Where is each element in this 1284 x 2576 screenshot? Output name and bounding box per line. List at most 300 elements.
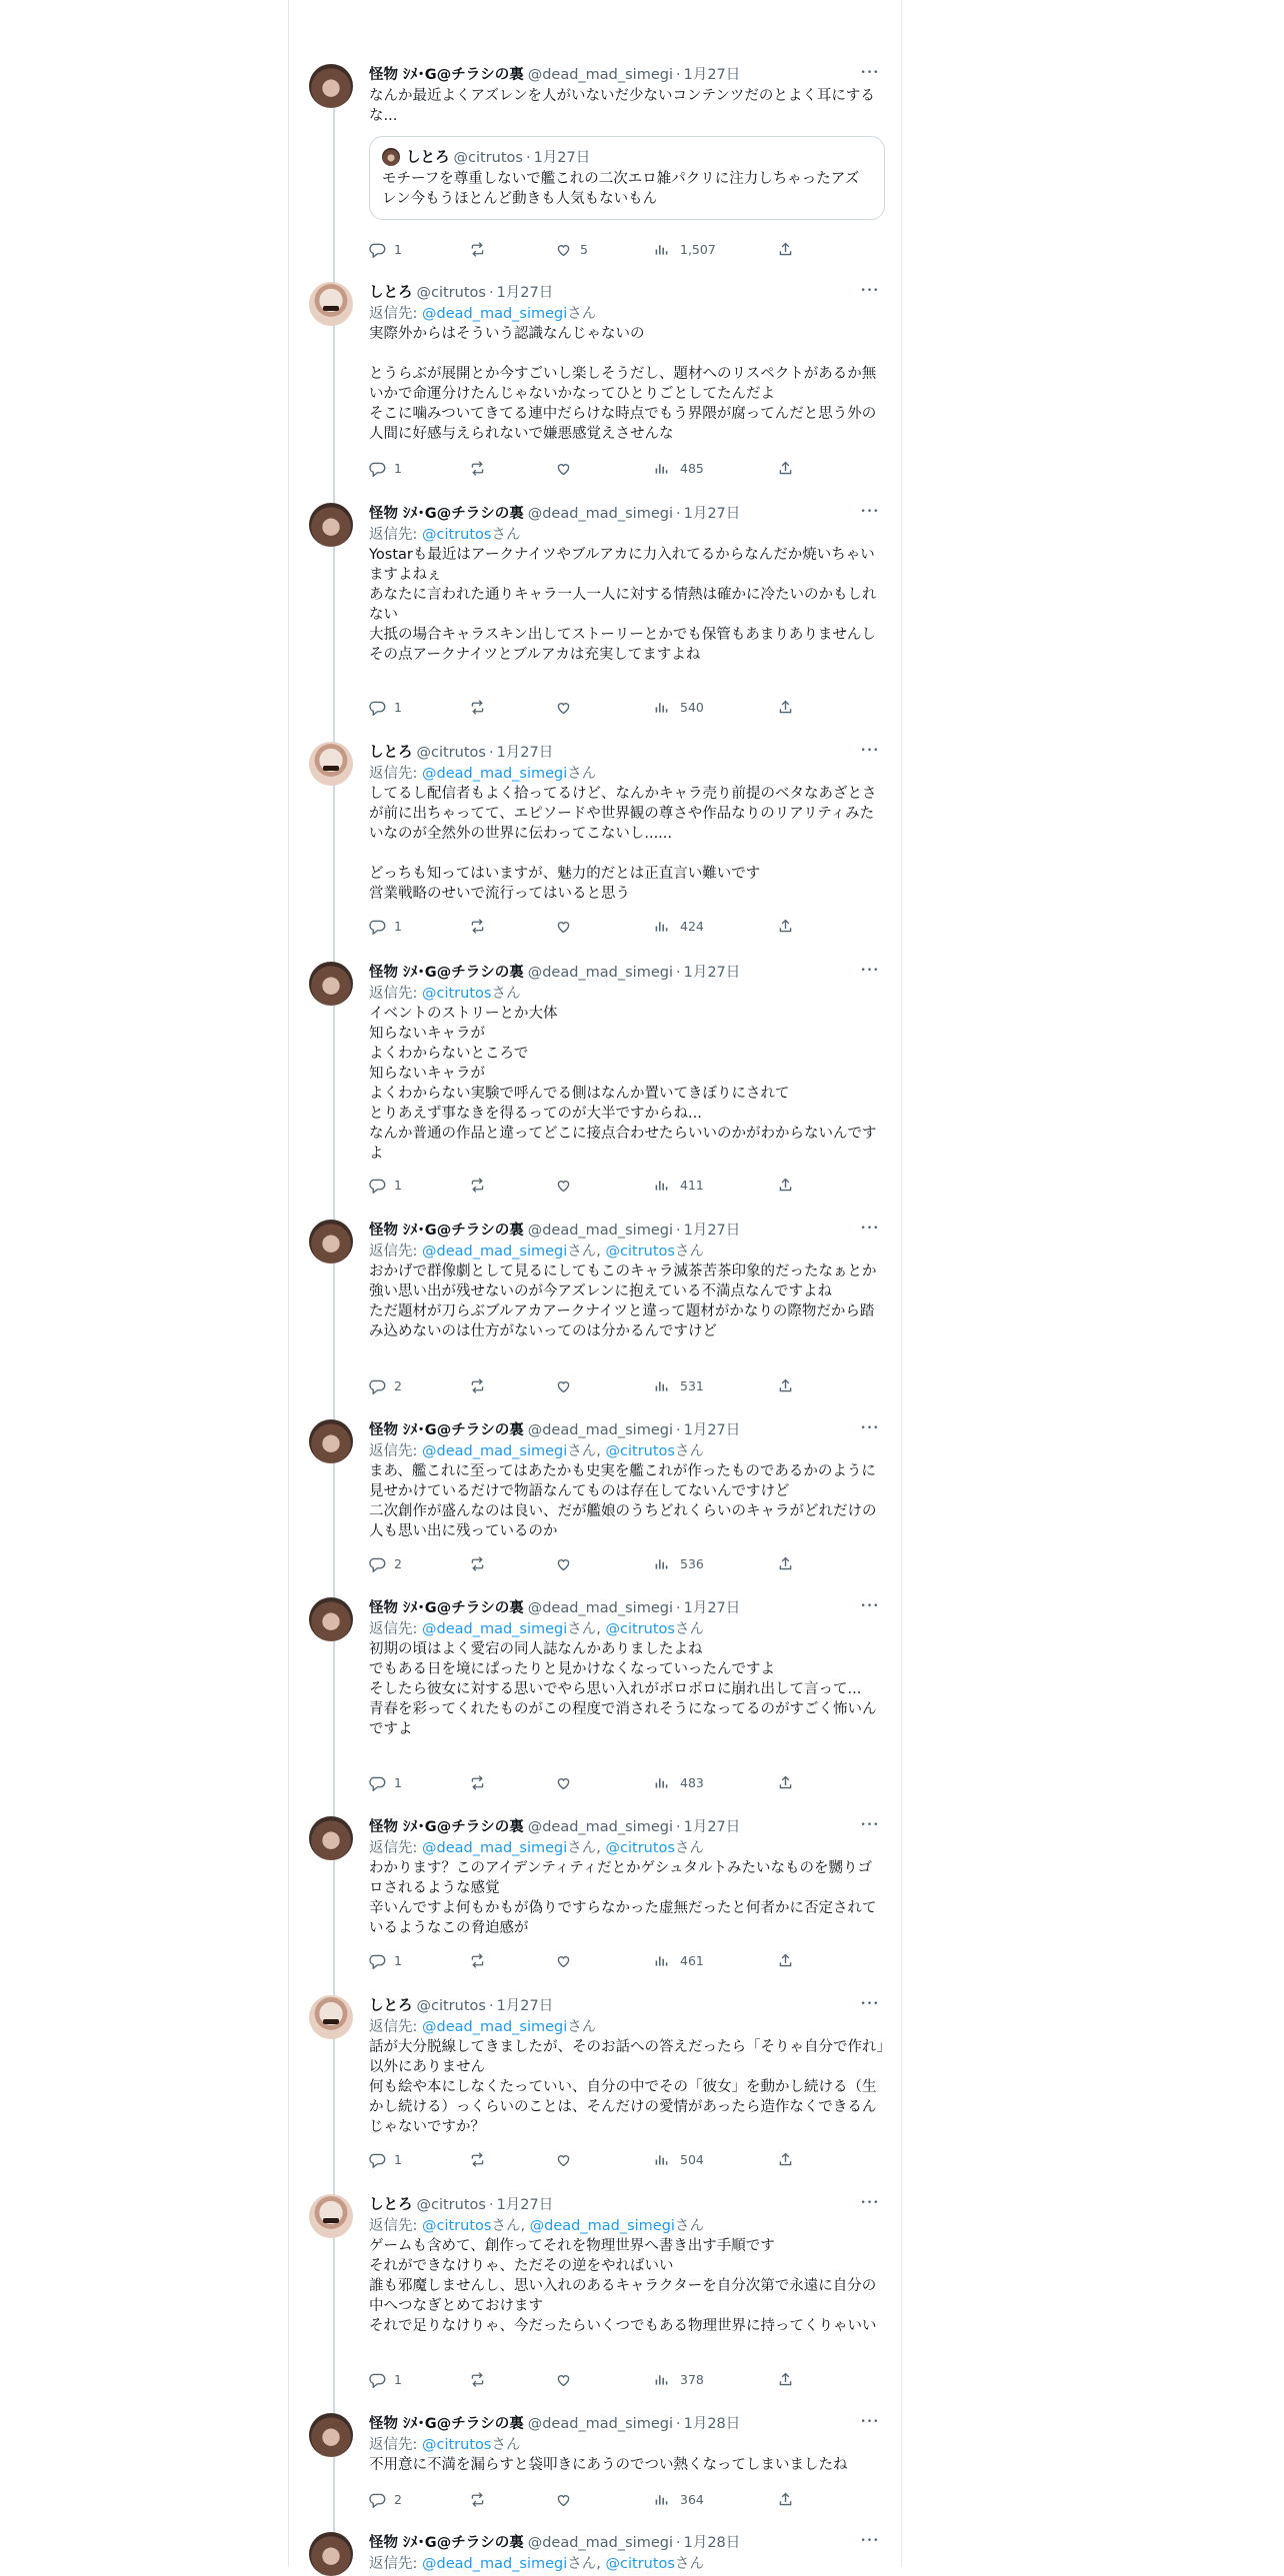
reply-count: 2 xyxy=(394,2492,402,2507)
reply-icon xyxy=(369,1556,394,1571)
like-button[interactable] xyxy=(555,698,580,718)
views-button[interactable] xyxy=(653,1773,704,1793)
tweet-actions xyxy=(369,459,809,479)
like-icon xyxy=(555,1775,580,1790)
mention-link[interactable]: @dead_mad_simegi xyxy=(422,2019,568,2035)
avatar[interactable] xyxy=(309,962,353,1006)
honorific: さん xyxy=(674,1621,704,1637)
replying-label: 返信先: xyxy=(369,766,418,782)
honorific: さん xyxy=(674,1244,704,1260)
like-icon xyxy=(555,1178,580,1193)
like-icon xyxy=(555,242,580,257)
tweet-body xyxy=(369,503,885,665)
tweet-header xyxy=(369,1597,885,1619)
share-icon xyxy=(777,2372,802,2387)
mention-link[interactable]: @dead_mad_simegi xyxy=(422,1244,568,1260)
retweet-button[interactable] xyxy=(469,2490,494,2510)
more-options-icon[interactable]: ••• xyxy=(860,286,880,296)
reply-icon xyxy=(369,700,394,715)
mention-link[interactable]: @dead_mad_simegi xyxy=(529,2218,675,2234)
views-button[interactable] xyxy=(653,1951,704,1971)
retweet-icon xyxy=(469,1775,494,1790)
honorific: さん xyxy=(674,2218,704,2234)
display-name[interactable]: 怪物 ｼﾒ･G@チラシの裏 xyxy=(369,67,524,83)
honorific: さん xyxy=(491,2437,521,2453)
tweet-header xyxy=(369,503,885,525)
avatar[interactable] xyxy=(309,1220,353,1264)
share-icon xyxy=(777,242,802,257)
views-count: 461 xyxy=(680,1953,704,1968)
avatar[interactable] xyxy=(309,1995,353,2039)
share-icon xyxy=(777,919,802,934)
replying-to xyxy=(369,984,885,1004)
user-handle[interactable]: @dead_mad_simegi xyxy=(527,506,673,522)
quoted-text: モチーフを尊重しないで艦これの二次エロ雑パクリに注力しちゃったアズレン今もうほとんど動きも人気もないもん xyxy=(382,171,860,207)
retweet-button[interactable] xyxy=(469,1951,494,1971)
display-name[interactable]: 怪物 ｼﾒ･G@チラシの裏 xyxy=(369,1422,524,1438)
views-count: 1,507 xyxy=(680,242,716,257)
reply-icon xyxy=(369,2492,394,2507)
retweet-button[interactable] xyxy=(469,240,494,260)
mention-link[interactable]: @citrutos xyxy=(605,1443,675,1459)
reply-button[interactable] xyxy=(369,459,402,479)
reply-icon xyxy=(369,461,394,476)
avatar[interactable] xyxy=(309,2532,353,2576)
mention-link[interactable]: @citrutos xyxy=(605,2556,675,2572)
reply-icon xyxy=(369,1378,394,1393)
reply-icon xyxy=(369,1953,394,1968)
tweet-header xyxy=(369,1816,885,1838)
display-name[interactable]: 怪物 ｼﾒ･G@チラシの裏 xyxy=(369,2535,524,2551)
honorific: さん xyxy=(491,2218,521,2234)
mention-link[interactable]: @citrutos xyxy=(422,2218,492,2234)
tweet-actions xyxy=(369,1951,809,1971)
avatar[interactable] xyxy=(309,742,353,786)
share-icon xyxy=(777,1178,802,1193)
avatar[interactable] xyxy=(309,1419,353,1463)
views-icon xyxy=(653,461,680,476)
separator-dot: · xyxy=(488,285,494,301)
mention-link[interactable]: @dead_mad_simegi xyxy=(422,1443,568,1459)
views-button[interactable] xyxy=(653,1554,704,1574)
honorific: さん xyxy=(567,2556,597,2572)
separator-dot: · xyxy=(488,745,494,761)
reply-button[interactable] xyxy=(369,240,402,260)
replying-to xyxy=(369,764,885,784)
views-count: 483 xyxy=(680,1775,704,1790)
separator-dot: · xyxy=(676,2416,681,2432)
retweet-button[interactable] xyxy=(469,1773,494,1793)
like-icon xyxy=(555,461,580,476)
views-button[interactable] xyxy=(653,917,704,937)
user-handle[interactable]: @dead_mad_simegi xyxy=(527,2416,673,2432)
retweet-icon xyxy=(469,1178,494,1193)
display-name[interactable]: しとろ xyxy=(369,2197,413,2213)
reply-button[interactable] xyxy=(369,917,402,937)
share-button[interactable] xyxy=(777,2490,802,2510)
tweet-text: 不用意に不満を漏らすと袋叩きにあうのでつい熱くなってしまいましたね xyxy=(369,2457,848,2473)
views-icon xyxy=(653,1953,680,1968)
more-options-icon[interactable]: ••• xyxy=(860,1820,880,1830)
user-handle[interactable]: @dead_mad_simegi xyxy=(527,67,673,83)
tweet-date[interactable]: 1月27日 xyxy=(683,1600,741,1616)
mention-link[interactable]: @citrutos xyxy=(422,527,492,543)
views-button[interactable] xyxy=(653,698,704,718)
tweet-text: わかります？このアイデンティティだとかゲシュタルトみたいなものを嬲りゴロされるような感覚 辛いんですよ何もかもが偽りですらなかった虚無だったと何者かに否定されているようなこの脅迫感が xyxy=(369,1860,877,1936)
like-button[interactable] xyxy=(555,1951,580,1971)
retweet-button[interactable] xyxy=(469,1554,494,1574)
share-button[interactable] xyxy=(777,1554,802,1574)
like-button[interactable] xyxy=(555,240,588,260)
replying-label: 返信先: xyxy=(369,2218,418,2234)
tweet-text: してるし配信者もよく拾ってるけど、なんかキャラ売り前提のベタなあざとさが前に出ちゃってて、エピソードや世界観の尊さや作品なりのリアリティみたいなのが全然外の世界に伝わってこないし...... どっちも知ってはいますが、魅力的だとは正直言い難いです 営業戦略のせいで流行ってはいると思う xyxy=(369,786,877,902)
reply-count: 1 xyxy=(394,1953,402,1968)
retweet-icon xyxy=(469,1556,494,1571)
share-button[interactable] xyxy=(777,1951,802,1971)
honorific: さん xyxy=(567,766,597,782)
retweet-icon xyxy=(469,919,494,934)
views-count: 531 xyxy=(680,1378,704,1393)
tweet-date[interactable]: 1月27日 xyxy=(683,1422,741,1438)
views-icon xyxy=(653,2372,680,2387)
honorific: さん xyxy=(674,2556,704,2572)
avatar[interactable] xyxy=(309,1816,353,1860)
mention-link[interactable]: @dead_mad_simegi xyxy=(422,1840,568,1856)
tweet-actions xyxy=(369,2370,809,2390)
reply-icon xyxy=(369,1178,394,1193)
reply-icon xyxy=(369,1775,394,1790)
separator-dot: · xyxy=(676,1819,681,1835)
reply-button[interactable] xyxy=(369,698,402,718)
honorific: さん xyxy=(567,1840,597,1856)
avatar[interactable] xyxy=(309,282,353,326)
tweet-actions xyxy=(369,1376,809,1396)
replying-label: 返信先: xyxy=(369,2437,418,2453)
replying-label: 返信先: xyxy=(369,2019,418,2035)
views-icon xyxy=(653,2152,680,2167)
like-button[interactable] xyxy=(555,2370,580,2390)
views-count: 424 xyxy=(680,919,704,934)
views-count: 504 xyxy=(680,2152,704,2167)
views-button[interactable] xyxy=(653,459,704,479)
honorific: さん xyxy=(567,306,597,322)
retweet-button[interactable] xyxy=(469,698,494,718)
replying-label: 返信先: xyxy=(369,1840,418,1856)
tweet-body xyxy=(369,282,885,444)
views-count: 536 xyxy=(680,1556,704,1571)
replying-to: 返信先: @dead_mad_simegiさん, @citrutosさん xyxy=(369,1244,704,1260)
like-button[interactable] xyxy=(555,1376,580,1396)
more-options-icon[interactable]: ••• xyxy=(860,2417,880,2427)
user-handle[interactable]: @dead_mad_simegi xyxy=(527,1819,673,1835)
views-icon xyxy=(653,1556,680,1571)
views-button[interactable] xyxy=(653,2490,704,2510)
mention-link[interactable]: @citrutos xyxy=(605,1621,675,1637)
separator-dot: · xyxy=(676,1422,681,1438)
more-options-icon[interactable]: ••• xyxy=(860,1999,880,2009)
tweet-header xyxy=(369,2413,885,2435)
honorific: さん xyxy=(567,1621,597,1637)
mention-link[interactable]: @citrutos xyxy=(605,1244,675,1260)
like-button[interactable] xyxy=(555,1176,580,1196)
share-button[interactable] xyxy=(777,459,802,479)
display-name[interactable]: 怪物 ｼﾒ･G@チラシの裏 xyxy=(369,1819,524,1835)
replying-label: 返信先: xyxy=(369,2556,418,2572)
share-button[interactable] xyxy=(777,2370,802,2390)
tweet-header xyxy=(369,742,885,764)
avatar[interactable] xyxy=(309,503,353,547)
display-name[interactable]: 怪物 ｼﾒ･G@チラシの裏 xyxy=(369,2416,524,2432)
tweet-text: イベントのストリーとか大体 知らないキャラが よくわからないところで 知らないキャラが よくわからない実験で呼んでる側はなんか置いてきぼりにされて とりあえず事なきを得るってのが大半ですからね... なんか普通の作品と違ってどこに接点合わせたらいいのかがわからないんですよ xyxy=(369,1006,877,1162)
tweet-body xyxy=(369,2194,885,2336)
tweet-date[interactable]: 1月27日 xyxy=(683,965,741,981)
replying-to xyxy=(369,2017,885,2037)
more-options-icon[interactable]: ••• xyxy=(860,746,880,756)
separator-dot: · xyxy=(676,1223,681,1239)
replying-to: 返信先: @dead_mad_simegiさん, @citrutosさん xyxy=(369,1443,704,1459)
avatar[interactable] xyxy=(309,2413,353,2457)
views-button[interactable] xyxy=(653,240,716,260)
user-handle[interactable]: @dead_mad_simegi xyxy=(527,1600,673,1616)
honorific: さん xyxy=(491,527,521,543)
tweet-actions xyxy=(369,1554,809,1574)
separator-dot: · xyxy=(488,2197,494,2213)
display-name[interactable]: 怪物 ｼﾒ･G@チラシの裏 xyxy=(369,1223,524,1239)
views-button[interactable] xyxy=(653,1176,704,1196)
tweet-body xyxy=(369,1220,885,1341)
timeline-column xyxy=(288,0,902,2572)
mention-link[interactable]: @citrutos xyxy=(422,2437,492,2453)
mention-link[interactable]: @dead_mad_simegi xyxy=(422,1621,568,1637)
tweet-header xyxy=(369,2532,885,2554)
share-icon xyxy=(777,461,802,476)
replying-to: 返信先: @dead_mad_simegiさん, @citrutosさん xyxy=(369,1621,704,1637)
tweet-date[interactable]: 1月28日 xyxy=(683,2535,741,2551)
reply-button[interactable] xyxy=(369,2150,402,2170)
user-handle[interactable]: @dead_mad_simegi xyxy=(527,2535,673,2551)
more-options-icon[interactable]: ••• xyxy=(860,2536,880,2546)
avatar[interactable] xyxy=(309,64,353,108)
honorific: さん xyxy=(567,1244,597,1260)
like-button[interactable] xyxy=(555,1554,580,1574)
quoted-avatar xyxy=(382,148,400,166)
tweet-header xyxy=(369,1419,885,1441)
share-button[interactable] xyxy=(777,240,802,260)
views-button[interactable] xyxy=(653,1376,704,1396)
views-icon xyxy=(653,1378,680,1393)
like-icon xyxy=(555,1953,580,1968)
retweet-button[interactable] xyxy=(469,1376,494,1396)
tweet-text: まあ、艦これに至ってはあたかも史実を艦これが作ったものであるかのように見せかけているだけで物語なんてものは存在してないんですけど 二次創作が盛んなのは良い、だが艦娘のうちどれくらいのキャラがどれだけの人も思い出に残っているのか xyxy=(369,1463,877,1539)
tweet-body xyxy=(369,962,885,1164)
views-button[interactable] xyxy=(653,2370,704,2390)
reply-button[interactable] xyxy=(369,1376,402,1396)
reply-icon xyxy=(369,919,394,934)
tweet-text: 初期の頃はよく愛宕の同人誌なんかありましたよね でもある日を境にぱったりと見かけなくなっていったんですよ そしたら彼女に対する思いでやら思い入れがボロボロに崩れ出して言って... 青春を彩ってくれたものがこの程度で消されそうになってるのがすごく怖いんですよ xyxy=(369,1641,877,1737)
like-button[interactable] xyxy=(555,2150,580,2170)
separator-dot: · xyxy=(676,1600,681,1616)
views-count: 485 xyxy=(680,461,704,476)
tweet-body xyxy=(369,1995,885,2137)
reply-count: 1 xyxy=(394,2152,402,2167)
display-name[interactable]: 怪物 ｼﾒ･G@チラシの裏 xyxy=(369,506,524,522)
share-button[interactable] xyxy=(777,917,802,937)
tweet-body xyxy=(369,1816,885,1938)
honorific: さん xyxy=(674,1840,704,1856)
share-button[interactable] xyxy=(777,1773,802,1793)
like-icon xyxy=(555,700,580,715)
quoted-date: 1月27日 xyxy=(533,150,591,166)
like-button[interactable] xyxy=(555,2490,580,2510)
tweet-date[interactable]: 1月27日 xyxy=(683,1819,741,1835)
retweet-button[interactable] xyxy=(469,459,494,479)
tweet-date[interactable]: 1月27日 xyxy=(496,285,554,301)
retweet-icon xyxy=(469,2492,494,2507)
replying-label: 返信先: xyxy=(369,1244,418,1260)
display-name[interactable]: しとろ xyxy=(369,285,413,301)
tweet-actions xyxy=(369,1176,809,1196)
tweet-text: 話が大分脱線してきましたが、そのお話への答えだったら「そりゃ自分で作れ」以外にありません 何も絵や本にしなくたっていい、自分の中でその「彼女」を動かし続ける（生かし続ける）っくらいのことは、そんだけの愛情があったら造作なくできるんじゃないですか？ xyxy=(369,2039,884,2135)
tweet-body xyxy=(369,742,885,904)
views-icon xyxy=(653,242,680,257)
tweet-date[interactable]: 1月28日 xyxy=(683,2416,741,2432)
share-button[interactable] xyxy=(777,1376,802,1396)
separator-dot: · xyxy=(676,67,681,83)
share-button[interactable] xyxy=(777,2150,802,2170)
retweet-button[interactable] xyxy=(469,1176,494,1196)
avatar[interactable] xyxy=(309,1597,353,1641)
tweet-actions xyxy=(369,2490,809,2510)
tweet-actions xyxy=(369,1773,809,1793)
reply-count: 1 xyxy=(394,1775,402,1790)
separator-dot: · xyxy=(525,150,531,166)
share-button[interactable] xyxy=(777,1176,802,1196)
display-name[interactable]: しとろ xyxy=(369,1998,413,2014)
share-icon xyxy=(777,700,802,715)
mention-link[interactable]: @dead_mad_simegi xyxy=(422,766,568,782)
reply-button[interactable] xyxy=(369,2370,402,2390)
replying-label: 返信先: xyxy=(369,986,418,1002)
display-name[interactable]: 怪物 ｼﾒ･G@チラシの裏 xyxy=(369,1600,524,1616)
tweet-text: Yostarも最近はアークナイツやブルアカに力入れてるからなんだか焼いちゃいますよねぇ あなたに言われた通りキャラ一人一人に対する情熱は確かに冷たいのかもしれない 大抵の場合キャラスキン出してストーリーとかでも保管もあまりありませんし その点アークナイツとブルアカは充実してますよね xyxy=(369,547,877,663)
like-button[interactable] xyxy=(555,917,580,937)
reply-button[interactable] xyxy=(369,2490,402,2510)
display-name[interactable]: 怪物 ｼﾒ･G@チラシの裏 xyxy=(369,965,524,981)
user-handle[interactable]: @citrutos xyxy=(416,285,486,301)
like-icon xyxy=(555,2372,580,2387)
user-handle[interactable]: @dead_mad_simegi xyxy=(527,1422,673,1438)
retweet-icon xyxy=(469,1378,494,1393)
share-button[interactable] xyxy=(777,698,802,718)
quoted-header xyxy=(382,147,872,169)
mention-link[interactable]: @citrutos xyxy=(605,1840,675,1856)
reply-button[interactable] xyxy=(369,1554,402,1574)
tweet-header xyxy=(369,1995,885,2017)
user-handle[interactable]: @dead_mad_simegi xyxy=(527,965,673,981)
retweet-button[interactable] xyxy=(469,917,494,937)
like-button[interactable] xyxy=(555,1773,580,1793)
reply-count: 1 xyxy=(394,242,402,257)
share-icon xyxy=(777,1378,802,1393)
tweet-date[interactable]: 1月27日 xyxy=(683,67,741,83)
quoted-tweet[interactable] xyxy=(369,136,885,220)
replying-to: 返信先: @dead_mad_simegiさん, @citrutosさん xyxy=(369,1840,704,1856)
tweet-actions xyxy=(369,698,809,718)
views-icon xyxy=(653,1775,680,1790)
tweet-date[interactable]: 1月27日 xyxy=(683,1223,741,1239)
honorific: さん xyxy=(491,986,521,1002)
separator-dot: · xyxy=(488,1998,494,2014)
replying-label: 返信先: xyxy=(369,306,418,322)
tweet-actions xyxy=(369,240,809,260)
replying-label: 返信先: xyxy=(369,527,418,543)
views-icon xyxy=(653,700,680,715)
reply-count: 1 xyxy=(394,2372,402,2387)
mention-link[interactable]: @citrutos xyxy=(422,986,492,1002)
more-options-icon[interactable]: ••• xyxy=(860,2198,880,2208)
separator-dot: · xyxy=(676,965,681,981)
reply-button[interactable] xyxy=(369,1951,402,1971)
tweet-text: ゲームも含めて、創作ってそれを物理世界へ書き出す手順です それができなけりゃ、ただその逆をやればいい 誰も邪魔しませんし、思い入れのあるキャラクターを自分次第で永遠に自分の中へつなぎとめておけます それで足りなけりゃ、今だったらいくつでもある物理世界に持ってくりゃいい xyxy=(369,2238,877,2334)
replying-label: 返信先: xyxy=(369,1443,418,1459)
reply-button[interactable] xyxy=(369,1176,402,1196)
avatar[interactable] xyxy=(309,2194,353,2238)
more-options-icon[interactable]: ••• xyxy=(860,1224,880,1234)
user-handle[interactable]: @citrutos xyxy=(416,2197,486,2213)
tweet-header xyxy=(369,64,885,86)
tweet-date[interactable]: 1月27日 xyxy=(496,2197,554,2213)
quoted-display-name: しとろ xyxy=(406,150,450,166)
tweet-header xyxy=(369,962,885,984)
reply-count: 1 xyxy=(394,700,402,715)
more-options-icon[interactable]: ••• xyxy=(860,1423,880,1433)
retweet-icon xyxy=(469,242,494,257)
reply-count: 1 xyxy=(394,1178,402,1193)
tweet-actions xyxy=(369,2150,809,2170)
user-handle[interactable]: @citrutos xyxy=(416,1998,486,2014)
more-options-icon[interactable]: ••• xyxy=(860,507,880,517)
retweet-button[interactable] xyxy=(469,2370,494,2390)
tweet-body xyxy=(369,1597,885,1739)
views-count: 540 xyxy=(680,700,704,715)
replying-to xyxy=(369,304,885,324)
more-options-icon[interactable]: ••• xyxy=(860,966,880,976)
tweet-date[interactable]: 1月27日 xyxy=(496,1998,554,2014)
like-button[interactable] xyxy=(555,459,580,479)
more-options-icon[interactable]: ••• xyxy=(860,1601,880,1611)
display-name[interactable]: しとろ xyxy=(369,745,413,761)
reply-button[interactable] xyxy=(369,1773,402,1793)
separator-dot: · xyxy=(676,506,681,522)
tweet-date[interactable]: 1月27日 xyxy=(496,745,554,761)
more-options-icon[interactable]: ••• xyxy=(860,68,880,78)
reply-count: 1 xyxy=(394,461,402,476)
mention-link[interactable]: @dead_mad_simegi xyxy=(422,306,568,322)
views-button[interactable] xyxy=(653,2150,704,2170)
tweet-header xyxy=(369,2194,885,2216)
user-handle[interactable]: @dead_mad_simegi xyxy=(527,1223,673,1239)
share-icon xyxy=(777,2152,802,2167)
views-icon xyxy=(653,919,680,934)
tweet-text: なんか最近よくアズレンを人がいないだ少ないコンテンツだのとよく耳にするな... xyxy=(369,88,875,124)
honorific: さん xyxy=(567,2019,597,2035)
mention-link[interactable]: @dead_mad_simegi xyxy=(422,2556,568,2572)
tweet-text: おかげで群像劇として見るにしてもこのキャラ滅茶苦茶印象的だったなぁとか強い思い出が残せないのが今アズレンに抱えている不満点なんですよね ただ題材が刀らぶブルアカアークナイツと違って題材がかなりの際物だから踏み込めないのは仕方がないってのは分かるんですけど xyxy=(369,1264,877,1339)
user-handle[interactable]: @citrutos xyxy=(416,745,486,761)
tweet-date[interactable]: 1月27日 xyxy=(683,506,741,522)
share-icon xyxy=(777,2492,802,2507)
retweet-button[interactable] xyxy=(469,2150,494,2170)
